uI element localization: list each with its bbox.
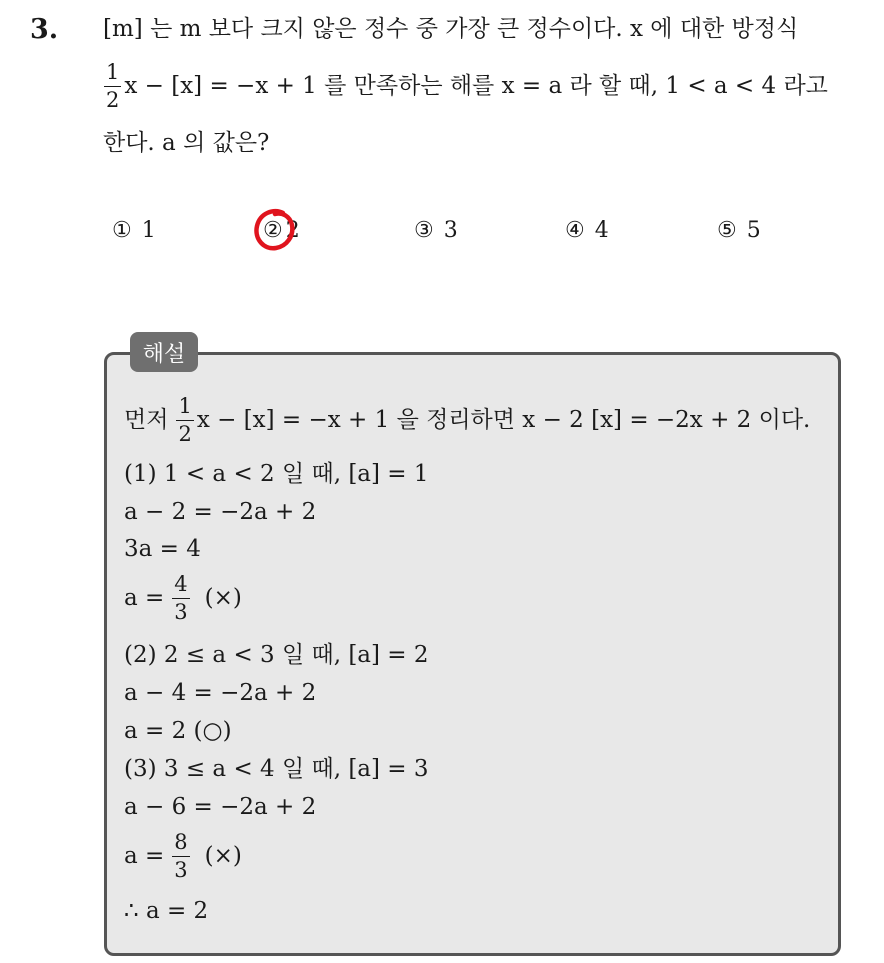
fraction-one-half: [176, 396, 193, 445]
choice-value: 4: [594, 218, 609, 243]
fraction-numerator: 1: [104, 62, 121, 87]
solution-line: (2) 2 ≤ a < 3 일 때, [a] = 2: [124, 642, 429, 668]
choice-3[interactable]: [414, 218, 458, 243]
fraction-numerator: 4: [172, 574, 189, 599]
solution-line: a − 2 = −2a + 2: [124, 499, 317, 525]
fraction-denominator: 3: [174, 858, 188, 882]
answer-choices: [0, 218, 884, 250]
solution-intro-text: x − [x] = −x + 1 을 정리하면 x − 2 [x] = −2x + 2 이다.: [196, 407, 811, 433]
solution-intro-prefix: 먼저: [124, 407, 169, 433]
solution-line: a = 2 (○): [124, 718, 232, 744]
fraction-numerator: 1: [176, 396, 193, 421]
choice-value: 1: [141, 218, 156, 243]
question-text-2: x − [x] = −x + 1 를 만족하는 해를 x = a 라 할 때, 1 < a < 4 라고: [124, 73, 828, 99]
choice-value: 2: [285, 218, 300, 243]
fraction-one-half: [104, 62, 121, 111]
choice-symbol: ⑤: [717, 218, 737, 243]
choice-value: 3: [443, 218, 458, 243]
solution-line: (3) 3 ≤ a < 4 일 때, [a] = 3: [124, 756, 429, 782]
choice-5[interactable]: [717, 218, 761, 243]
fraction-denominator: 2: [178, 422, 192, 446]
question-line-2: [103, 62, 828, 111]
choice-4[interactable]: [565, 218, 609, 243]
solution-line: a − 6 = −2a + 2: [124, 794, 317, 820]
solution-line-suffix: (×): [204, 843, 242, 869]
fraction-denominator: 3: [174, 600, 188, 624]
fraction-four-thirds: [172, 574, 189, 623]
choice-symbol: ①: [112, 218, 132, 243]
solution-line-prefix: a =: [124, 843, 165, 869]
choice-symbol: ②: [263, 218, 283, 243]
question-line-1: [103, 18, 798, 41]
fraction-denominator: 2: [106, 88, 120, 112]
fraction-eight-thirds: [172, 832, 189, 881]
question-text-3: 한다. a 의 값은?: [103, 130, 270, 156]
selected-answer-circle-mark: [252, 206, 298, 252]
question-line-3: [103, 132, 269, 155]
choice-1[interactable]: [112, 218, 156, 243]
question-number: 3.: [30, 14, 59, 45]
solution-line-fraction: [124, 574, 242, 623]
solution-tag: 해설: [130, 332, 198, 372]
solution-intro: [124, 396, 810, 445]
solution-line-prefix: a =: [124, 585, 165, 611]
choice-symbol: ④: [565, 218, 585, 243]
solution-line-suffix: (×): [204, 585, 242, 611]
solution-line: a − 4 = −2a + 2: [124, 680, 317, 706]
question-text-1: [m] 는 m 보다 크지 않은 정수 중 가장 큰 정수이다. x 에 대한 방정식: [103, 16, 799, 42]
choice-symbol: ③: [414, 218, 434, 243]
solution-line: 3a = 4: [124, 536, 201, 562]
solution-conclusion: ∴ a = 2: [124, 898, 209, 924]
choice-value: 5: [746, 218, 761, 243]
fraction-numerator: 8: [172, 832, 189, 857]
solution-line-fraction: [124, 832, 242, 881]
solution-line: (1) 1 < a < 2 일 때, [a] = 1: [124, 461, 429, 487]
